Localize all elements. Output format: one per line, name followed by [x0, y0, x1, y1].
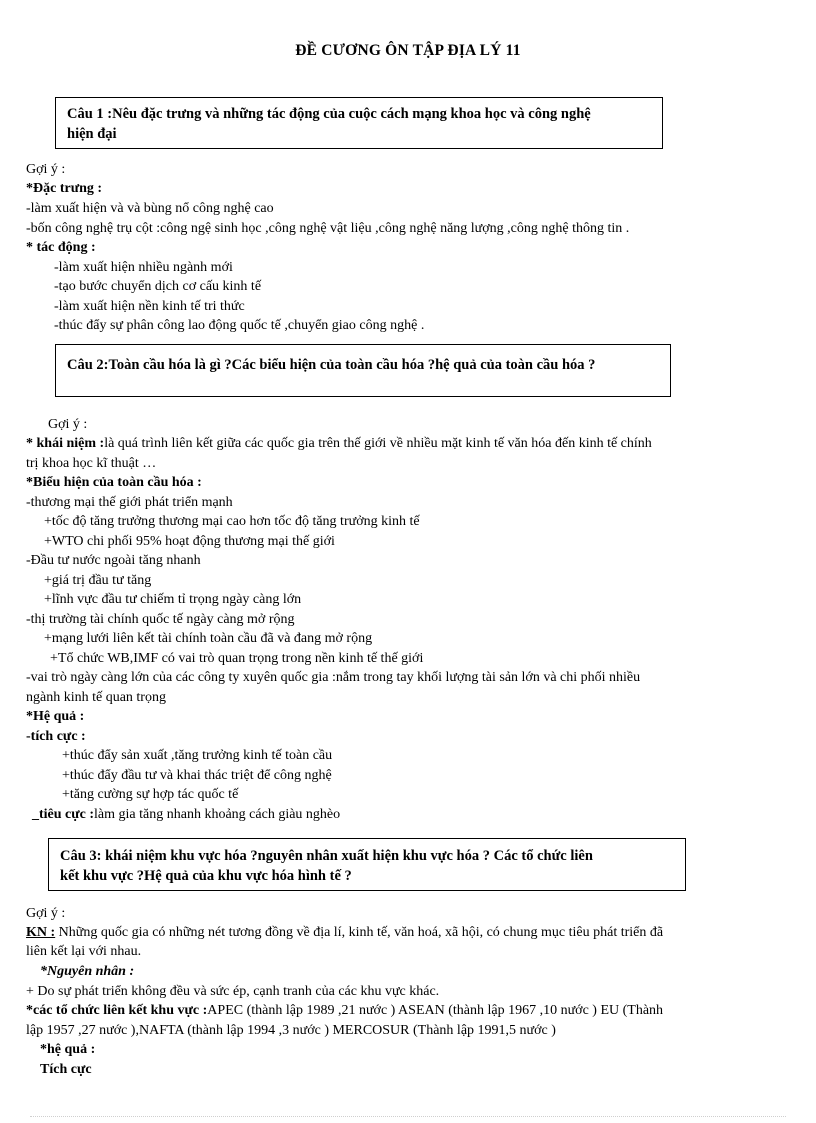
tac-dong-item-2: -tạo bước chuyển dịch cơ cấu kinh tế	[54, 279, 262, 294]
tich-cuc-item-2: +thúc đẩy đầu tư và khai thác triệt để công nghệ	[62, 768, 332, 783]
dac-trung-heading: *Đặc trưng :	[26, 181, 103, 196]
tac-dong-item-3: -làm xuất hiện nền kinh tế tri thức	[54, 299, 245, 314]
question-1-box	[55, 97, 663, 149]
question-1-line-2: hiện đại	[67, 126, 117, 142]
he-qua-heading: *Hệ quả :	[26, 709, 85, 724]
kn-text-2: liên kết lại với nhau.	[26, 944, 142, 959]
tich-cuc-heading: -tích cực :	[26, 729, 86, 744]
to-chuc-label: *các tổ chức liên kết khu vực :	[26, 1003, 208, 1018]
bieu-hien-item-1: -thương mại thế giới phát triển mạnh	[26, 495, 233, 510]
tac-dong-item-1: -làm xuất hiện nhiều ngành mới	[54, 260, 233, 275]
tac-dong-item-4: -thúc đẩy sự phân công lao động quốc tế ,chuyển giao công nghệ .	[54, 318, 425, 333]
bieu-hien-item-9: +Tổ chức WB,IMF có vai trò quan trọng trong nền kinh tế thế giới	[50, 651, 424, 666]
khai-niem-text-2: trị khoa học kĩ thuật …	[26, 456, 157, 471]
tich-cuc-label-3: Tích cực	[40, 1062, 92, 1077]
kn-text: Những quốc gia có những nét tương đồng về địa lí, kinh tế, văn hoá, xã hội, có chung mục tiêu phát triển đã	[55, 925, 664, 940]
bieu-hien-item-11: ngành kinh tế quan trọng	[26, 690, 166, 705]
kn-label: KN :	[26, 925, 56, 940]
he-qua-heading-3: *hệ quả :	[40, 1042, 96, 1057]
tac-dong-heading: * tác động :	[26, 240, 96, 255]
tieu-cuc-line	[32, 805, 340, 824]
bieu-hien-heading: *Biểu hiện của toàn cầu hóa :	[26, 475, 202, 490]
to-chuc-text: APEC (thành lập 1989 ,21 nước ) ASEAN (thành lập 1967 ,10 nước ) EU (Thành	[207, 1003, 664, 1018]
question-2-line-1: Câu 2:Toàn cầu hóa là gì ?Các biểu hiện của toàn cầu hóa ?hệ quả của toàn cầu hóa ?	[67, 357, 596, 373]
hint-label-1: Gợi ý :	[26, 162, 66, 177]
khai-niem-line	[26, 434, 652, 453]
bieu-hien-item-8: +mạng lưới liên kết tài chính toàn cầu đã và đang mở rộng	[44, 631, 373, 646]
khai-niem-label: * khái niệm :	[26, 436, 105, 451]
bieu-hien-item-6: +lĩnh vực đầu tư chiếm tỉ trọng ngày càng lớn	[44, 592, 302, 607]
tich-cuc-item-3: +tăng cường sự hợp tác quốc tế	[62, 787, 239, 802]
kn-line	[26, 923, 663, 942]
dac-trung-item-1: -làm xuất hiện và và bùng nổ công nghệ cao	[26, 201, 274, 216]
bieu-hien-item-10: -vai trò ngày càng lớn của các công ty xuyên quốc gia :nắm trong tay khối lượng tài sản lớn và chi phối nhiều	[26, 670, 641, 685]
hint-label-3: Gợi ý :	[26, 906, 66, 921]
khai-niem-text: là quá trình liên kết giữa các quốc gia trên thế giới về nhiều mặt kinh tế văn hóa đến kinh tế chính	[104, 436, 652, 451]
bieu-hien-item-3: +WTO chi phối 95% hoạt động thương mại thế giới	[44, 534, 335, 549]
to-chuc-line	[26, 1001, 663, 1020]
tieu-cuc-label: _tiêu cực :	[32, 807, 95, 822]
nguyen-nhan-item-1: + Do sự phát triển không đều và sức ép, cạnh tranh của các khu vực khác.	[26, 984, 440, 999]
to-chuc-text-2: lập 1957 ,27 nước ),NAFTA (thành lập 1994 ,3 nước ) MERCOSUR (Thành lập 1991,5 nước )	[26, 1023, 556, 1038]
question-2-box	[55, 344, 671, 397]
question-3-line-2: kết khu vực ?Hệ quả của khu vực hóa hình tế ?	[60, 868, 352, 884]
bieu-hien-item-2: +tốc độ tăng trưởng thương mại cao hơn tốc độ tăng trưởng kinh tế	[44, 514, 420, 529]
page-bottom-divider	[30, 1116, 786, 1117]
dac-trung-item-2: -bốn công nghệ trụ cột :công ngệ sinh học ,công nghệ vật liệu ,công nghệ năng lượng ,công nghệ thông tin .	[26, 221, 630, 236]
tich-cuc-item-1: +thúc đẩy sản xuất ,tăng trưởng kinh tế toàn cầu	[62, 748, 333, 763]
question-3-box	[48, 838, 686, 891]
question-1-line-1: Câu 1 :Nêu đặc trưng và những tác động của cuộc cách mạng khoa học và công nghệ	[67, 106, 591, 122]
bieu-hien-item-5: +giá trị đầu tư tăng	[44, 573, 152, 588]
tieu-cuc-text: làm gia tăng nhanh khoảng cách giàu nghèo	[94, 807, 341, 822]
bieu-hien-item-4: -Đầu tư nước ngoài tăng nhanh	[26, 553, 201, 568]
bieu-hien-item-7: -thị trường tài chính quốc tế ngày càng mở rộng	[26, 612, 295, 627]
nguyen-nhan-heading: *Nguyên nhân :	[40, 964, 135, 979]
hint-label-2: Gợi ý :	[48, 417, 88, 432]
page-title: ĐỀ CƯƠNG ÔN TẬP ĐỊA LÝ 11	[295, 42, 521, 59]
question-3-line-1: Câu 3: khái niệm khu vực hóa ?nguyên nhân xuất hiện khu vực hóa ? Các tổ chức liên	[60, 848, 593, 864]
